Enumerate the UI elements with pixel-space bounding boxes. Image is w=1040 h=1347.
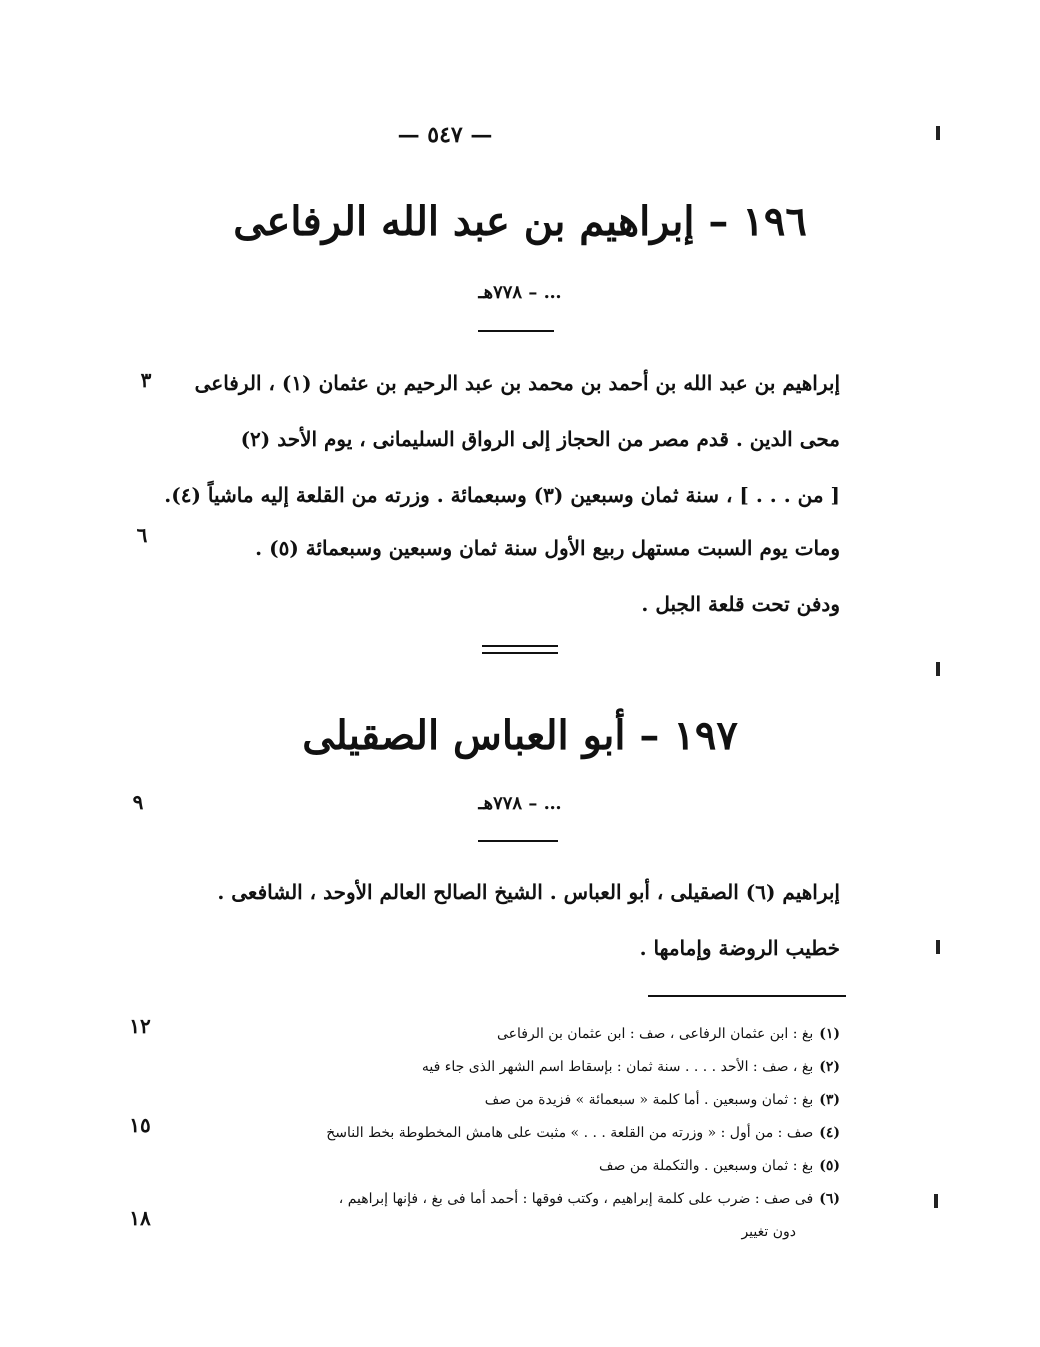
footnote-number: (٤) [819,1125,840,1141]
entry-196-paragraph-2 [175,520,840,632]
footnote-text: بغ ، صف : الأحد . . . . سنة ثمان : بإسقاط اسم الشهر الذى جاء فيه [421,1059,814,1075]
text-line: ومات يوم السبت مستهل ربيع الأول سنة ثمان وسبعين وسبعمائة (٥) . [255,536,840,560]
line-marker: ٩ [132,790,144,814]
scan-edge-mark [936,126,940,140]
footnote-separator [648,995,846,997]
entry-date-197: … – ٧٧٨هـ [478,793,562,814]
footnote [190,1018,840,1051]
page-number: — ٥٤٧ — [397,122,493,148]
text-line: [ من . . . ] ، سنة ثمان وسبعين (٣) وسبعمائة . وزرته من القلعة إليه ماشياً (٤). [164,483,840,507]
scan-edge-mark [936,940,940,954]
footnote-text: بغ : ثمان وسبعين . أما كلمة « سبعمائة » فزيدة من صف [484,1092,814,1108]
line-marker: ١٨ [129,1206,151,1230]
footnote [190,1117,840,1150]
line-marker: ١٢ [129,1014,151,1038]
footnote-number: (٦) [819,1191,840,1207]
footnotes [190,1018,840,1249]
entry-title-197: ١٩٧ – أبو العباس الصقيلى [302,712,738,759]
footnote-continuation: دون تغيير [741,1224,796,1240]
entry-197-paragraph-1 [175,864,840,976]
footnote [190,1084,840,1117]
section-divider-top [482,645,558,647]
scan-edge-mark [936,662,940,676]
text-line: إبراهيم (٦) الصقيلى ، أبو العباس . الشيخ الصالح العالم الأوحد ، الشافعى . [217,880,840,904]
footnote-number: (٥) [819,1158,840,1174]
line-marker: ٦ [136,523,148,547]
text-line: محى الدين . قدم مصر من الحجاز إلى الرواق السليمانى ، يوم الأحد (٢) [240,427,840,451]
footnote [190,1183,840,1216]
title-divider [478,840,558,842]
title-divider [478,330,554,332]
footnote-number: (٣) [819,1092,840,1108]
section-divider-bottom [482,652,558,654]
footnote-text: بغ : ابن عثمان الرفاعى ، صف : ابن عثمان بن الرفاعى [496,1026,814,1042]
text-line: ودفن تحت قلعة الجبل . [641,592,840,616]
text-line: إبراهيم بن عبد الله بن أحمد بن محمد بن عبد الرحيم بن عثمان (١) ، الرفاعى [194,371,840,395]
footnote-number: (١) [819,1026,840,1042]
entry-196-paragraph-1 [164,355,840,523]
footnote-text: صف : من أول : « وزرته من القلعة . . . » مثبت على هامش المخطوطة بخط الناسخ [326,1125,814,1141]
line-marker: ٣ [140,368,152,392]
footnote [190,1150,840,1183]
entry-date-196: … – ٧٧٨هـ [478,282,562,303]
line-marker: ١٥ [129,1113,151,1137]
footnote-text: فى صف : ضرب على كلمة إبراهيم ، وكتب فوقها : أحمد أما فى بغ ، فإنها إبراهيم ، [338,1191,814,1207]
footnote-number: (٢) [819,1059,840,1075]
footnote-text: بغ : ثمان وسبعين . والتكملة من صف [599,1158,814,1174]
entry-title-196: ١٩٦ – إبراهيم بن عبد الله الرفاعى [233,198,807,245]
footnote [190,1051,840,1084]
scan-edge-mark [934,1194,938,1208]
text-line: خطيب الروضة وإمامها . [639,936,840,960]
